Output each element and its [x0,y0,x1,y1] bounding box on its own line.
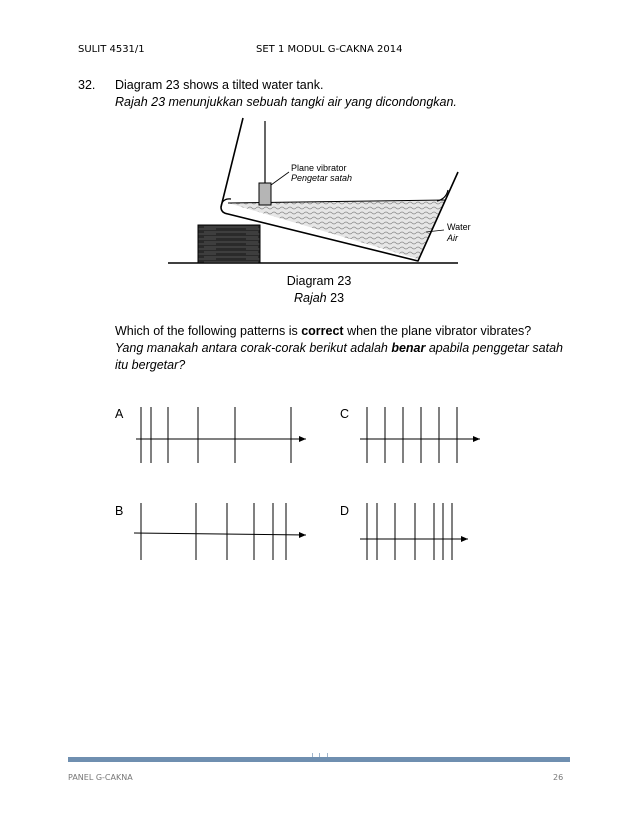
label-water-my: Air [447,233,458,243]
water-region [228,200,446,259]
label-vibrator-my: Pengetar satah [291,173,353,183]
option-b-letter[interactable]: B [115,504,124,518]
prompt-my-bold: benar [391,341,426,355]
wooden-block [198,225,260,263]
prompt-my-line2: itu bergetar? [115,358,186,372]
prompt-en [115,324,531,338]
prompt-en-post: when the plane vibrator vibrates? [343,324,532,338]
question-number: 32. [78,78,96,92]
header-left: SULIT 4531/1 [78,44,145,55]
plane-vibrator [259,183,271,205]
option-c-letter[interactable]: C [340,407,350,421]
prompt-my-post: apabila penggetar satah [425,341,563,355]
label-vibrator-en: Plane vibrator [291,163,347,173]
prompt-en-bold: correct [301,324,344,338]
page-number: 26 [553,773,564,782]
option-b-arrow [134,533,306,535]
question-stem-en: Diagram 23 shows a tilted water tank. [115,78,324,92]
caption-my-number: 23 [326,291,345,305]
vibrator-pointer [271,172,289,185]
prompt-my [115,341,563,355]
prompt-en-pre: Which of the following patterns is [115,324,302,338]
caption-my-word: Rajah [293,291,327,305]
figure-caption-my [0,291,638,305]
prompt-my-pre: Yang manakah antara corak-corak berikut adalah [115,341,392,355]
option-a-letter[interactable]: A [115,407,124,421]
label-water-en: Water [447,222,471,232]
header-center: SET 1 MODUL G-CAKNA 2014 [256,44,403,55]
footer-rule [68,757,570,762]
tilted-water-tank-diagram [0,0,638,300]
question-stem-my: Rajah 23 menunjukkan sebuah tangki air yang dicondongkan. [115,95,457,109]
figure-caption-en: Diagram 23 [286,274,352,288]
option-d-letter[interactable]: D [340,504,350,518]
footer-left: PANEL G-CAKNA [68,773,133,782]
